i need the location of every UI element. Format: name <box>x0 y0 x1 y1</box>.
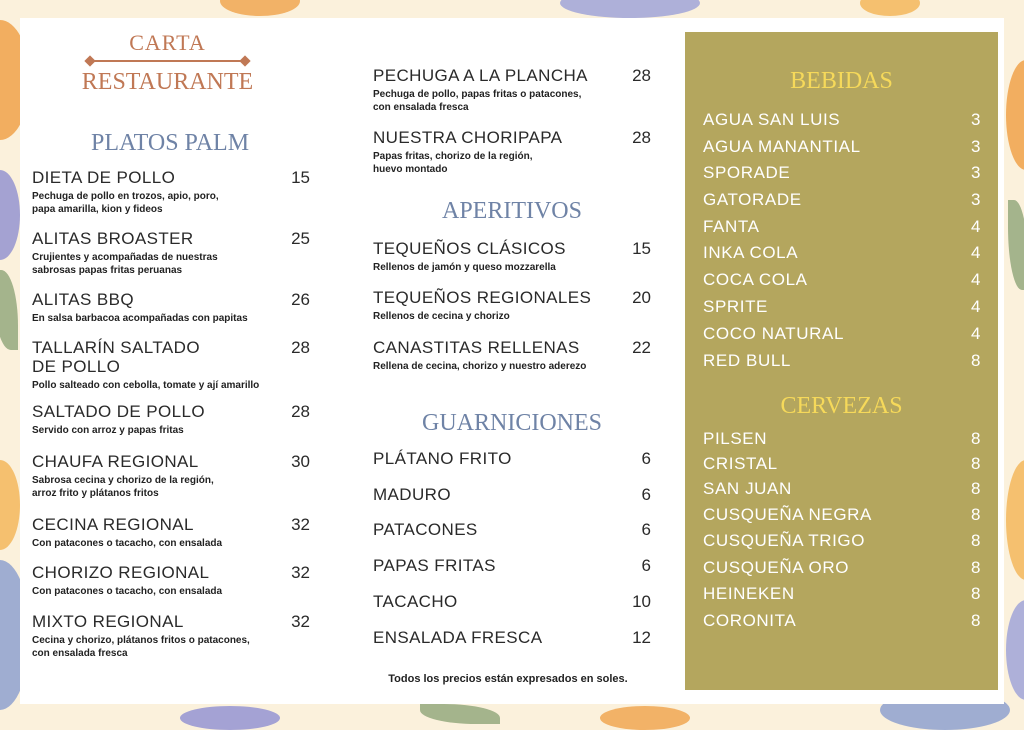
leaf-icon <box>0 270 18 350</box>
item-price: 3 <box>970 110 981 129</box>
item-price: 6 <box>641 449 651 468</box>
item-name: PATACONES <box>373 520 478 539</box>
item-price: 28 <box>291 338 310 357</box>
item-name: SAN JUAN <box>703 479 792 498</box>
item-name: CORONITA <box>703 611 797 630</box>
item-description: Servido con arroz y papas fritas <box>32 425 184 436</box>
item-name: SALTADO DE POLLO <box>32 402 205 421</box>
menu-item <box>373 338 651 373</box>
menu-item <box>32 452 310 500</box>
item-price: 32 <box>291 612 310 631</box>
section-title-bebidas: BEBIDAS <box>790 68 893 94</box>
item-name: ALITAS BROASTER <box>32 229 194 248</box>
item-name: PAPAS FRITAS <box>373 556 496 575</box>
item-name: HEINEKEN <box>703 584 795 603</box>
orange-flower-icon <box>1006 60 1024 170</box>
item-price: 6 <box>641 556 651 575</box>
brand-line-carta: CARTA <box>129 30 206 55</box>
item-name: PECHUGA A LA PLANCHA <box>373 66 588 85</box>
section-title-cervezas: CERVEZAS <box>780 393 903 419</box>
item-name: GATORADE <box>703 190 802 209</box>
item-description: Con patacones o tacacho, con ensalada <box>32 538 223 549</box>
menu-item <box>32 402 310 437</box>
drink-item <box>703 429 981 449</box>
section-title-aperitivos: APERITIVOS <box>441 198 582 224</box>
menu-item <box>373 128 651 176</box>
drink-item <box>703 351 981 371</box>
orange-flower-icon <box>600 706 690 730</box>
item-name: TEQUEÑOS REGIONALES <box>373 288 592 307</box>
item-name: NUESTRA CHORIPAPA <box>373 128 563 147</box>
item-name: MADURO <box>373 485 451 504</box>
item-description: Pollo salteado con cebolla, tomate y ají amarillo <box>32 380 260 391</box>
drink-item <box>703 243 981 263</box>
item-price: 32 <box>291 515 310 534</box>
menu-item <box>32 338 310 392</box>
drink-item <box>703 297 981 317</box>
menu-item <box>32 290 310 325</box>
menu-item <box>32 229 310 277</box>
item-price: 4 <box>970 324 981 343</box>
item-price: 6 <box>641 485 651 504</box>
menu-item <box>32 515 310 550</box>
item-name: CANASTITAS RELLENAS <box>373 338 580 357</box>
item-name: CECINA REGIONAL <box>32 515 194 534</box>
item-name: PILSEN <box>703 429 768 448</box>
item-price: 8 <box>970 505 981 524</box>
item-price: 4 <box>970 243 981 262</box>
item-price: 15 <box>632 239 651 258</box>
drink-item <box>703 531 981 551</box>
drink-item <box>703 505 981 525</box>
section-title-guarniciones: GUARNICIONES <box>422 410 602 436</box>
drink-item <box>703 270 981 290</box>
blue-flower-icon <box>1006 600 1024 700</box>
menu-item <box>373 628 651 647</box>
drink-item <box>703 110 981 130</box>
item-name: CHAUFA REGIONAL <box>32 452 199 471</box>
item-price: 8 <box>970 454 981 473</box>
item-description: Pechuga de pollo, papas fritas o patacones, con ensalada fresca <box>373 89 582 113</box>
drink-item <box>703 611 981 631</box>
item-price: 3 <box>970 163 981 182</box>
menu-item <box>373 592 651 611</box>
item-description: Con patacones o tacacho, con ensalada <box>32 586 223 597</box>
item-price: 3 <box>970 190 981 209</box>
item-name: FANTA <box>703 217 760 236</box>
item-name: AGUA SAN LUIS <box>703 110 841 129</box>
item-price: 26 <box>291 290 310 309</box>
item-name: MIXTO REGIONAL <box>32 612 184 631</box>
drink-item <box>703 190 981 210</box>
item-price: 20 <box>632 288 651 307</box>
drink-item <box>703 137 981 157</box>
menu-item <box>373 66 651 114</box>
item-price: 28 <box>632 128 651 147</box>
item-price: 8 <box>970 351 981 370</box>
blue-flower-icon <box>0 170 20 260</box>
item-name: CUSQUEÑA TRIGO <box>703 531 866 550</box>
item-price: 6 <box>641 520 651 539</box>
item-description: Rellena de cecina, chorizo y nuestro aderezo <box>373 361 587 372</box>
item-price: 4 <box>970 217 981 236</box>
item-name: ENSALADA FRESCA <box>373 628 543 647</box>
drink-item <box>703 584 981 604</box>
menu-item <box>32 168 310 216</box>
leaf-icon <box>420 704 500 724</box>
menu-item <box>373 556 651 575</box>
item-name: CUSQUEÑA NEGRA <box>703 505 872 524</box>
menu-item <box>373 520 651 539</box>
item-name: ALITAS BBQ <box>32 290 134 309</box>
section-title-platos: PLATOS PALM <box>90 130 250 156</box>
blue-flower-icon <box>180 706 280 730</box>
item-price: 8 <box>970 558 981 577</box>
item-name: COCO NATURAL <box>703 324 845 343</box>
item-name: DIETA DE POLLO <box>32 168 176 187</box>
item-name: CHORIZO REGIONAL <box>32 563 210 582</box>
price-footnote: Todos los precios están expresados en soles. <box>388 673 628 685</box>
item-price: 3 <box>970 137 981 156</box>
item-description: Crujientes y acompañadas de nuestras sabrosas papas fritas peruanas <box>32 252 218 276</box>
item-name: SPRITE <box>703 297 769 316</box>
orange-flower-icon <box>0 460 20 550</box>
item-price: 15 <box>291 168 310 187</box>
item-name: TALLARÍN SALTADO DE POLLO <box>32 338 200 376</box>
item-price: 28 <box>291 402 310 421</box>
brand-divider <box>90 60 245 62</box>
item-price: 28 <box>632 66 651 85</box>
item-price: 8 <box>970 429 981 448</box>
item-price: 22 <box>632 338 651 357</box>
item-price: 8 <box>970 584 981 603</box>
item-price: 30 <box>291 452 310 471</box>
leaf-icon <box>1008 200 1024 290</box>
menu-item <box>32 612 310 660</box>
menu-item <box>373 449 651 468</box>
item-description: Pechuga de pollo en trozos, apio, poro, papa amarilla, kion y fideos <box>32 191 219 215</box>
menu-item <box>373 239 651 274</box>
drink-item <box>703 324 981 344</box>
item-name: SPORADE <box>703 163 791 182</box>
drink-item <box>703 479 981 499</box>
drink-item <box>703 217 981 237</box>
item-name: PLÁTANO FRITO <box>373 449 512 468</box>
menu-item <box>373 288 651 323</box>
item-price: 32 <box>291 563 310 582</box>
orange-flower-icon <box>1006 460 1024 580</box>
item-price: 10 <box>632 592 651 611</box>
item-name: RED BULL <box>703 351 791 370</box>
item-name: TACACHO <box>373 592 458 611</box>
item-price: 4 <box>970 297 981 316</box>
orange-flower-icon <box>220 0 300 16</box>
item-price: 8 <box>970 479 981 498</box>
item-name: COCA COLA <box>703 270 808 289</box>
item-name: CUSQUEÑA ORO <box>703 558 850 577</box>
item-description: Papas fritas, chorizo de la región, huevo montado <box>373 151 533 175</box>
blue-flower-icon <box>560 0 700 18</box>
restaurant-brand <box>80 30 255 96</box>
drinks-panel <box>685 32 998 690</box>
item-price: 8 <box>970 531 981 550</box>
item-description: Cecina y chorizo, plátanos fritos o patacones, con ensalada fresca <box>32 635 250 659</box>
drink-item <box>703 163 981 183</box>
item-name: INKA COLA <box>703 243 799 262</box>
drink-item <box>703 558 981 578</box>
menu-item <box>373 485 651 504</box>
item-description: Sabrosa cecina y chorizo de la región, arroz frito y plátanos fritos <box>32 475 214 499</box>
item-name: CRISTAL <box>703 454 778 473</box>
item-description: En salsa barbacoa acompañadas con papitas <box>32 313 248 324</box>
item-description: Rellenos de cecina y chorizo <box>373 311 510 322</box>
item-price: 8 <box>970 611 981 630</box>
item-name: AGUA MANANTIAL <box>703 137 861 156</box>
menu-card <box>20 18 1004 704</box>
item-description: Rellenos de jamón y queso mozzarella <box>373 262 556 273</box>
item-name: TEQUEÑOS CLÁSICOS <box>373 239 566 258</box>
drink-item <box>703 454 981 474</box>
item-price: 4 <box>970 270 981 289</box>
item-price: 12 <box>632 628 651 647</box>
orange-flower-icon <box>860 0 920 16</box>
item-price: 25 <box>291 229 310 248</box>
brand-line-restaurante: RESTAURANTE <box>81 69 254 95</box>
menu-item <box>32 563 310 598</box>
